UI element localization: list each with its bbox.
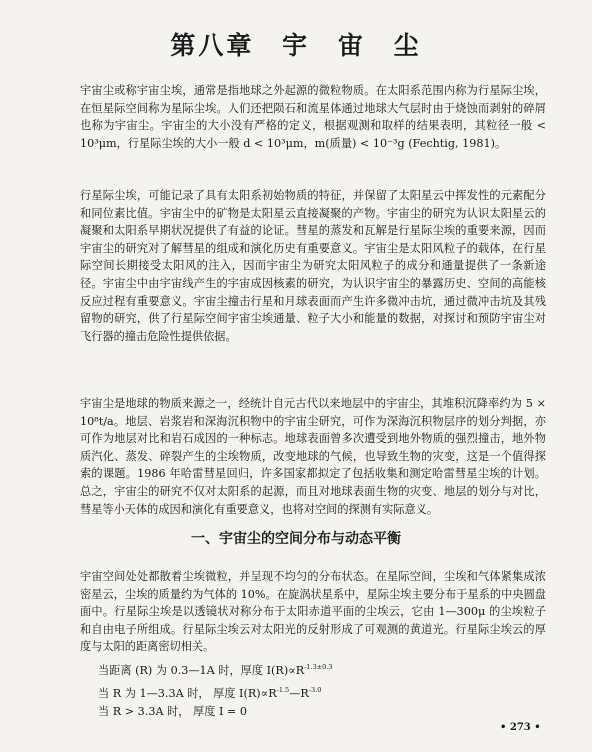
- condition-text: 当 R > 3.3A 时， 厚度 I = 0: [98, 705, 247, 718]
- title-char-3: 尘: [393, 31, 422, 60]
- condition-text: 当距离 (R) 为 0.3—1A 时，厚度 I(R)∝R: [98, 664, 305, 677]
- condition-text-2: —R: [289, 687, 309, 700]
- condition-exponent: -1.3±0.3: [304, 663, 333, 671]
- condition-exponent: -1.5: [276, 686, 290, 694]
- title-char-1: 宇: [282, 31, 311, 60]
- condition-exponent-2: -3.0: [308, 686, 322, 694]
- condition-line-2: [98, 682, 321, 702]
- section-heading: 一、宇宙尘的空间分布与动态平衡: [191, 531, 401, 547]
- chapter-title: [0, 26, 592, 62]
- chapter-number: 第八章: [170, 31, 255, 60]
- paragraph-3: 宇宙尘是地球的物质来源之一，经统计自元古代以来地层中的宇宙尘，其堆积沉降率约为 5 × 10⁸t/a。地层、岩浆岩和深海沉积物中的宇宙尘研究，可作为深海沉积物层序的划分判据，亦可作为地层对比和岩石成因的一种标志。地球表面曾多次遭受到地外物质的强烈撞击，地外物质汽化、蒸发、碎裂产生的尘埃物质，改变地球的气候，也导致生物的灾变，这是一个值得探索的课题。1986 年哈雷彗星回归，许多国家都拟定了包括收集和测定哈雷彗星尘埃的计划。总之，宇宙尘的研究不仅对太阳系的起源，而且对地球表面生物的灾变、地层的划分与对比，彗星等小天体的成因和演化有重要意义，也将对空间的探测有实际意义。: [80, 397, 546, 516]
- title-char-2: 宙: [337, 31, 366, 60]
- condition-line-1: [98, 659, 333, 679]
- condition-text: 当 R 为 1—3.3A 时， 厚度 I(R)∝R: [98, 687, 277, 700]
- paragraph-2: 行星际尘埃，可能记录了具有太阳系初始物质的特征，并保留了太阳星云中挥发性的元素配分和同位素比值。宇宙尘中的矿物是太阳星云直接凝聚的产物。宇宙尘的研究为认识太阳星云的凝聚和太阳系早期状况提供了有益的论证。彗星的蒸发和瓦解是行星际尘埃的重要来源，因而宇宙尘的研究对了解彗星的组成和演化历史有重要意义。宇宙尘是太阳风粒子的载体，在行星际空间长期接受太阳风的注入，因而宇宙尘为研究太阳风粒子的成分和通量提供了一条新途径。宇宙尘中由宇宙线产生的宇宙成因核素的研究，为认识宇宙尘的暴露历史、空间的高能核反应过程有重要意义。宇宙尘撞击行星和月球表面而产生许多微冲击坑，通过微冲击坑及其残留物的研究，供了行星际空间宇宙尘埃通量、粒子大小和能量的数据，对探讨和预防宇宙尘对飞行器的撞击危险性提供依据。: [80, 189, 546, 343]
- page-number: • 273 •: [500, 722, 541, 733]
- section-paragraph: 宇宙空间处处都散着尘埃微粒，并呈现不均匀的分布状态。在星际空间，尘埃和气体紧集成浓密星云，尘埃的质量约为气体的 10%。在旋涡状星系中，星际尘埃主要分布于星系的中央圆盘面中。行星际尘埃是以透镜状对称分布于太阳赤道平面的尘埃云，它由 1—300μ 的尘埃粒子和自由电子所组成。行星际尘埃云对太阳光的反射形成了可观测的黄道光。行星际尘埃云的厚度与太阳的距离密切相关。: [80, 570, 546, 654]
- condition-line-3: [98, 704, 247, 720]
- paragraph-1: 宇宙尘或称宇宙尘埃，通常是指地球之外起源的微粒物质。在太阳系范围内称为行星际尘埃，在恒星际空间称为星际尘埃。人们还把陨石和流星体通过地球大气层时由于烧蚀而剥射的碎屑也称为宇宙尘。宇宙尘的大小没有严格的定义，根据观测和取样的结果表明，其粒径一般 < 10³μm，行星际尘埃的大小一般 d < 10³μm，m(质量) < 10⁻³g (Fechtig, 1981)。: [80, 84, 546, 150]
